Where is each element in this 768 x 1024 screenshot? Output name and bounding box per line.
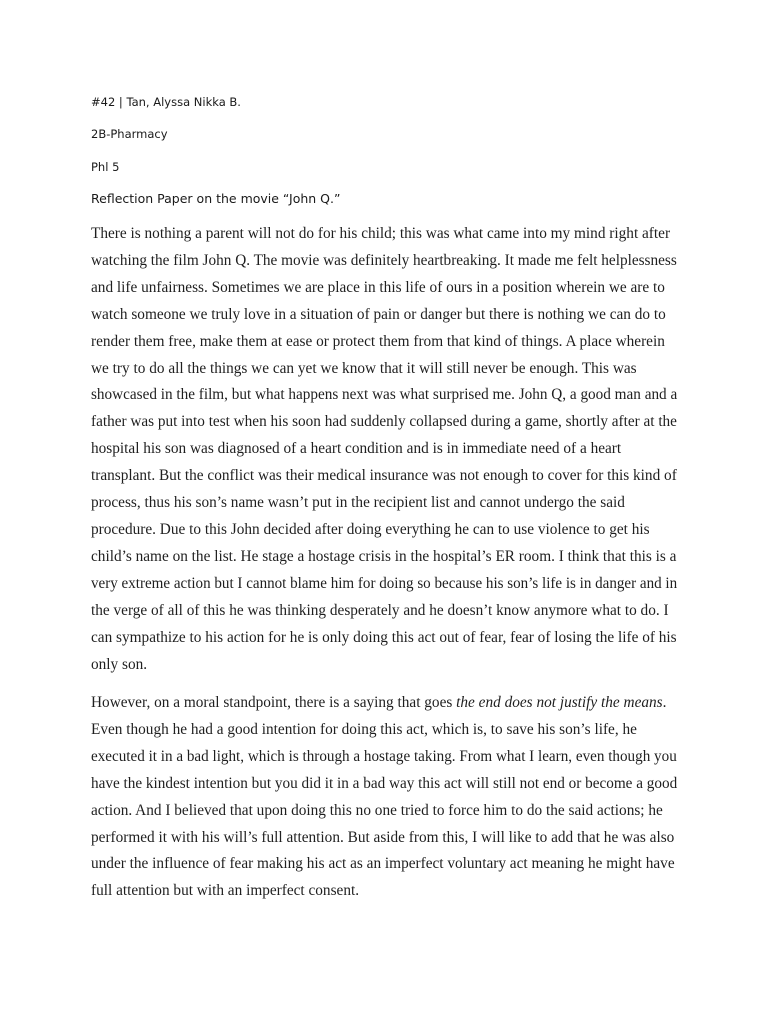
section-line: 2B-Pharmacy: [91, 127, 168, 141]
paragraph-line: transplant. But the conflict was their medical insurance was not enough to cover for this kind of: [91, 467, 677, 485]
paragraph-line: father was put into test when his soon had suddenly collapsed during a game, shortly after at the: [91, 413, 677, 431]
paragraph-line: showcased in the film, but what happens next was what surprised me. John Q, a good man and a: [91, 386, 678, 404]
paragraph-line: can sympathize to his action for he is only doing this act out of fear, fear of losing the life of his: [91, 628, 677, 646]
paragraph-1: [91, 221, 677, 678]
paragraph-line: and life unfairness. Sometimes we are place in this life of ours in a position wherein we are to: [91, 278, 665, 296]
paragraph-line: executed it in a bad light, which is through a hostage taking. From what I learn, even though you: [91, 747, 677, 765]
paragraph-line: There is nothing a parent will not do for his child; this was what came into my mind right after: [91, 225, 671, 242]
first-line-start: However, on a moral standpoint, there is a saying that goes: [91, 694, 457, 711]
paragraph-line: watch someone we truly love in a situation of pain or danger but there is nothing we can do to: [91, 305, 666, 323]
paragraph-line: action. And I believed that upon doing this no one tried to force him to do the said actions; he: [91, 801, 663, 819]
paragraph-line: Even though he had a good intention for doing this act, which is, to save his son’s life, he: [91, 720, 637, 738]
paragraph-line: watching the film John Q. The movie was definitely heartbreaking. It made me felt helplessness: [91, 251, 677, 269]
paper-title: Reflection Paper on the movie “John Q.”: [91, 191, 341, 206]
paragraph-line: hospital his son was diagnosed of a heart condition and is in immediate need of a heart: [91, 440, 622, 458]
paragraph-line: process, thus his son’s name wasn’t put in the recipient list and cannot undergo the said: [91, 494, 625, 512]
paragraph-line: we try to do all the things we can yet we know that it will still never be enough. This was: [91, 359, 637, 377]
paragraph-2: [91, 690, 677, 905]
paragraph-line: very extreme action but I cannot blame him for doing so because his son’s life is in danger and in: [91, 574, 678, 592]
paragraph-line: full attention but with an imperfect consent.: [91, 882, 360, 900]
paragraph-line: have the kindest intention but you did it in a bad way this act will still not end or become a good: [91, 774, 678, 792]
paragraph-line: render them free, make them at ease or protect them from that kind of things. A place wherein: [91, 332, 665, 350]
author-line: #42 | Tan, Alyssa Nikka B.: [91, 95, 241, 109]
first-line-end: .: [662, 694, 667, 711]
paragraph-line: the verge of all of this he was thinking desperately and he doesn’t know anymore what to do. I: [91, 601, 669, 619]
paragraph-line: only son.: [91, 655, 148, 673]
paragraph-line: performed it with his will’s full attention. But aside from this, I will like to add that he was also: [91, 828, 675, 846]
paragraph-line: procedure. Due to this John decided after doing everything he can to use violence to get his: [91, 520, 650, 538]
paragraph-line: under the influence of fear making his act as an imperfect voluntary act meaning he might have: [91, 855, 675, 873]
italic-phrase: the end does not justify the means: [456, 694, 663, 711]
paragraph-line: child’s name on the list. He stage a hostage crisis in the hospital’s ER room. I think that this is a: [91, 547, 677, 565]
paragraph-first-line: [91, 690, 677, 717]
course-line: Phl 5: [91, 160, 120, 174]
